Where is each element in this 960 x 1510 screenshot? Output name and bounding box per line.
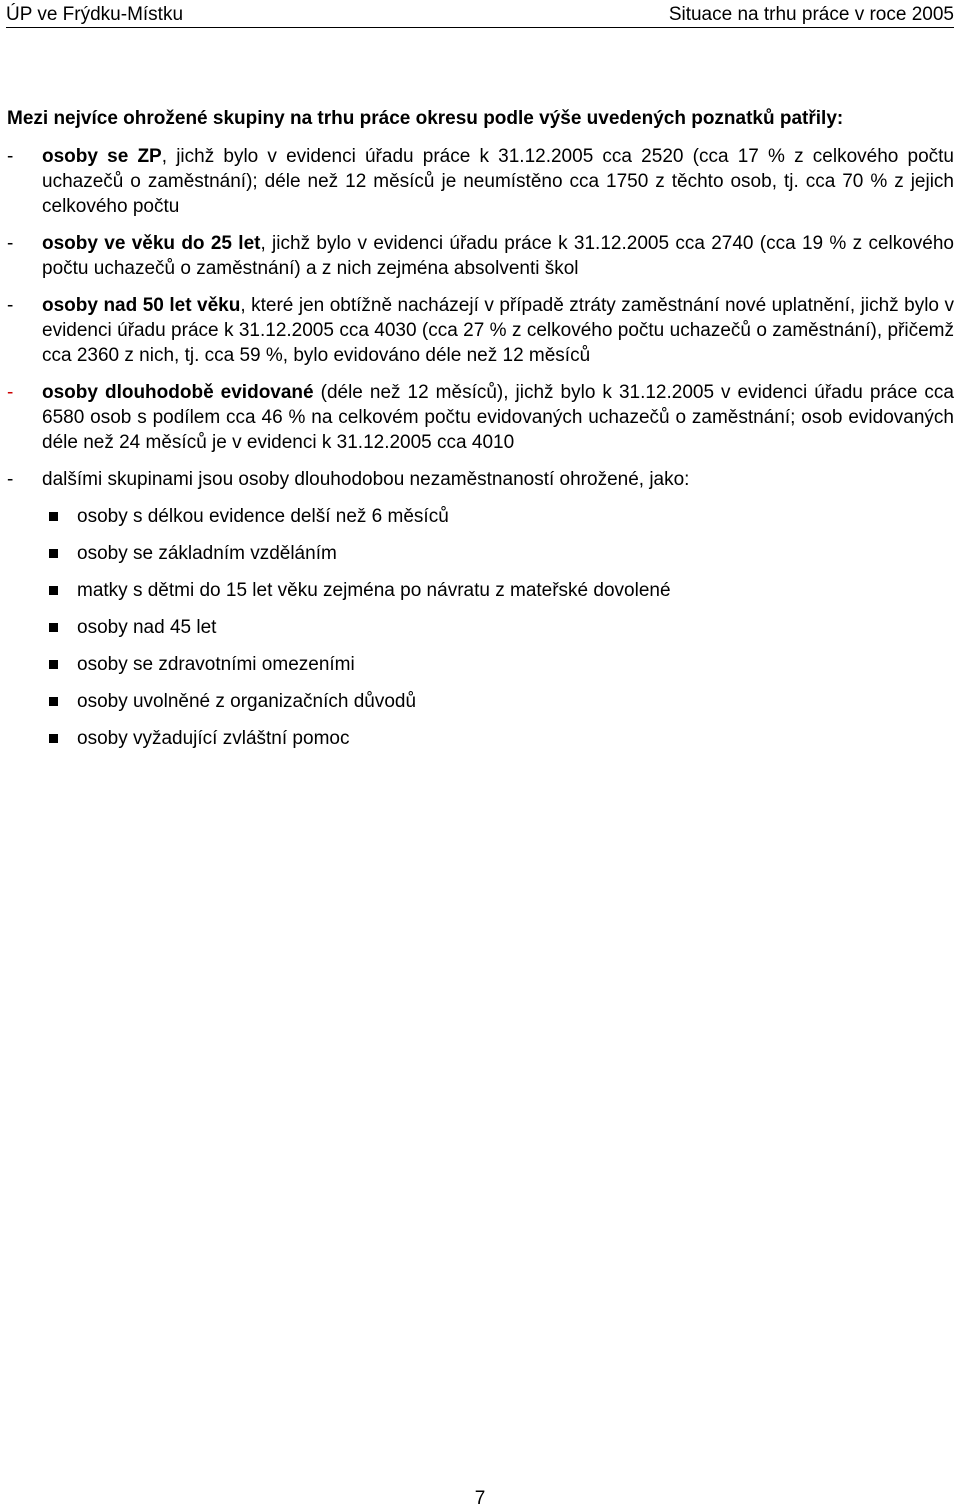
sub-item-text: osoby s délkou evidence delší než 6 měsíců	[77, 506, 449, 527]
square-bullet-icon	[49, 512, 58, 521]
square-bullet-icon	[49, 549, 58, 558]
sub-list-item	[7, 615, 954, 652]
item-text: , které jen obtížně nacházejí v případě ztráty zaměstnání nové uplatnění, jichž bylo v evidenci úřadu práce k 31.12.2005 cca 4030 (cca 27 % z celkového počtu uchazečů o zaměstnání), přičemž cca 2360 z nich, tj. cca 59 %, bylo evidováno déle než 12 měsíců	[42, 295, 954, 366]
list-item-long-term	[7, 380, 954, 455]
page-header	[6, 3, 954, 28]
item-text: , jichž bylo v evidenci úřadu práce k 31.12.2005 cca 2520 (cca 17 % z celkového počtu uchazečů o zaměstnání); déle než 12 měsíců je neumístěno cca 1750 z těchto osob, tj. cca 70 % z jejich celkového počtu	[42, 146, 954, 217]
item-bold-lead: osoby ve věku do 25 let	[42, 233, 261, 254]
sub-item-text: osoby se zdravotními omezeními	[77, 654, 355, 675]
item-bold-lead: osoby dlouhodobě evidované	[42, 382, 314, 403]
sub-list-item	[7, 578, 954, 615]
item-text: dalšími skupinami jsou osoby dlouhodobou nezaměstnaností ohrožené, jako:	[42, 469, 690, 490]
sub-item-text: osoby vyžadující zvláštní pomoc	[77, 728, 350, 749]
sub-item-text: osoby uvolněné z organizačních důvodů	[77, 691, 417, 712]
sub-item-text: osoby nad 45 let	[77, 617, 217, 638]
square-bullet-icon	[49, 697, 58, 706]
dash-bullet: -	[7, 233, 14, 254]
sub-list	[7, 504, 954, 763]
list-item-over-50	[7, 293, 954, 368]
square-bullet-icon	[49, 623, 58, 632]
list-item-under-25	[7, 231, 954, 281]
dash-bullet: -	[7, 295, 14, 316]
intro-paragraph: Mezi nejvíce ohrožené skupiny na trhu práce okresu podle výše uvedených poznatků patřily:	[7, 108, 844, 129]
sub-list-item	[7, 689, 954, 726]
sub-list-item	[7, 504, 954, 541]
sub-list-item	[7, 652, 954, 689]
page-number: 7	[474, 1488, 486, 1509]
square-bullet-icon	[49, 734, 58, 743]
dash-bullet: -	[7, 469, 14, 490]
square-bullet-icon	[49, 586, 58, 595]
sub-item-text: matky s dětmi do 15 let věku zejména po návratu z mateřské dovolené	[77, 580, 671, 601]
sub-item-text: osoby se základním vzděláním	[77, 543, 337, 564]
item-bold-lead: osoby nad 50 let věku	[42, 295, 241, 316]
header-office-name: ÚP ve Frýdku-Místku	[6, 4, 184, 25]
list-item-other-groups	[7, 467, 954, 492]
square-bullet-icon	[49, 660, 58, 669]
document-body	[7, 106, 954, 763]
list-item-disabled-persons	[7, 144, 954, 219]
dash-bullet: -	[7, 382, 14, 403]
item-text: , jichž bylo v evidenci úřadu práce k 31.12.2005 cca 2740 (cca 19 % z celkového počtu uchazečů o zaměstnání) a z nich zejména absolventi škol	[42, 233, 954, 279]
sub-list-item	[7, 726, 954, 763]
dash-bullet: -	[7, 146, 14, 167]
sub-list-item	[7, 541, 954, 578]
item-text: (déle než 12 měsíců), jichž bylo k 31.12.2005 v evidenci úřadu práce cca 6580 osob s podílem cca 46 % na celkovém počtu evidovaných uchazečů o zaměstnání; osob evidovaných déle než 24 měsíců je v evidenci k 31.12.2005 cca 4010	[42, 382, 954, 453]
item-bold-lead: osoby se ZP	[42, 146, 162, 167]
header-document-title: Situace na trhu práce v roce 2005	[668, 4, 954, 25]
